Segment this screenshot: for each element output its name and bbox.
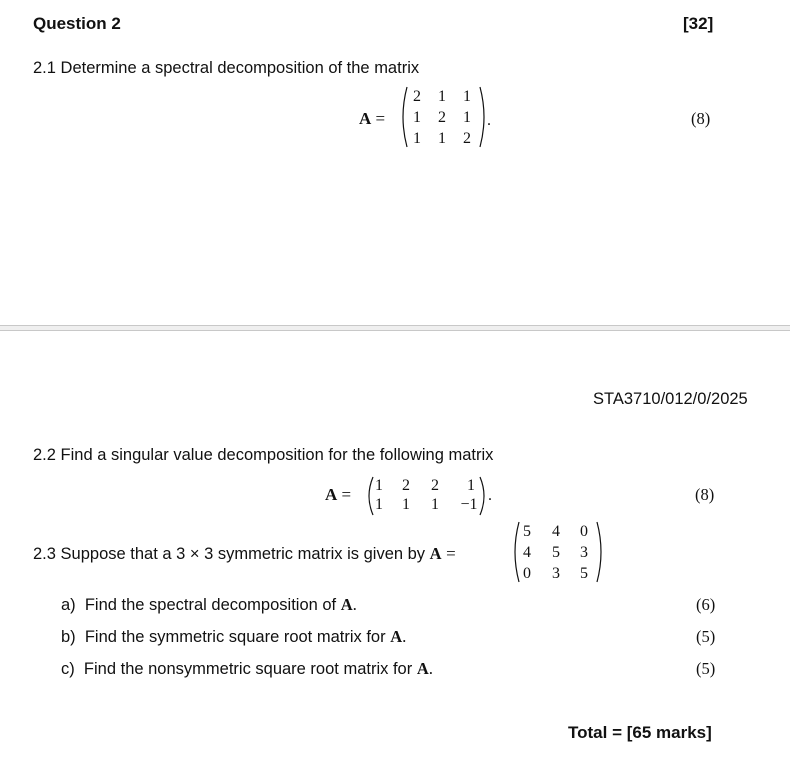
question-title: Question 2: [33, 14, 121, 33]
matrix-cell: 0: [523, 565, 531, 582]
matrix-cell: 1: [467, 477, 475, 494]
q2-1-line: [33, 59, 419, 78]
q2-2-matrix: [364, 476, 514, 518]
q2-1-end-punct: .: [487, 112, 491, 129]
total-marks: Total = [65 marks]: [568, 723, 712, 742]
matrix-cell: 5: [552, 544, 560, 561]
part-text: Find the symmetric square root matrix for: [84, 628, 386, 646]
q2-3-matrix-label: A: [429, 544, 442, 563]
matrix-cell: 5: [580, 565, 588, 582]
q2-2-text: Find a singular value decomposition for the following matrix: [60, 446, 494, 464]
q2-2-lhs: [325, 485, 351, 505]
matrix-cell: 1: [431, 496, 439, 513]
matrix-cell: 1: [463, 109, 471, 126]
matrix-cell: 5: [523, 523, 531, 540]
matrix-cell: 1: [413, 130, 421, 147]
part-letter: b): [61, 628, 76, 646]
question-total-marks: [32]: [683, 14, 714, 33]
part-end: .: [352, 595, 357, 614]
page-break: [0, 325, 790, 331]
matrix-cell: 2: [463, 130, 471, 147]
q2-1-matrix: [398, 86, 498, 150]
matrix-cell: 3: [580, 544, 588, 561]
matrix-cell: 2: [402, 477, 410, 494]
q2-3-line: [33, 544, 456, 564]
matrix-cell: 1: [375, 477, 383, 494]
part-symbol: A: [390, 627, 403, 646]
q2-3-part-b: [61, 627, 406, 647]
q2-3-part-c-marks: (5): [696, 659, 716, 678]
right-paren-icon: [596, 521, 606, 583]
part-end: .: [402, 627, 407, 646]
q2-3-part-b-marks: (5): [696, 627, 716, 646]
part-text: Find the nonsymmetric square root matrix for: [83, 660, 413, 678]
part-text: Find the spectral decomposition of: [84, 596, 337, 614]
matrix-cell: −1: [460, 496, 478, 513]
matrix-cell: 1: [402, 496, 410, 513]
part-symbol: A: [416, 659, 429, 678]
part-letter: c): [61, 660, 75, 678]
matrix-cell: 1: [438, 88, 446, 105]
q2-1-lhs: [359, 109, 385, 129]
q2-1-number: 2.1: [33, 59, 56, 77]
matrix-cell: 1: [438, 130, 446, 147]
matrix-cell: 1: [413, 109, 421, 126]
q2-3-equals: =: [446, 544, 456, 563]
matrix-cell: 0: [580, 523, 588, 540]
q2-2-line: [33, 446, 493, 465]
q2-3-part-c: [61, 659, 433, 679]
matrix-cell: 2: [431, 477, 439, 494]
course-code: STA3710/012/0/2025: [593, 390, 748, 408]
q2-3-part-a-marks: (6): [696, 595, 716, 614]
q2-1-matrix-label: A: [359, 109, 372, 128]
q2-3-number: 2.3: [33, 545, 56, 563]
q2-1-equals: =: [375, 109, 386, 128]
matrix-cell: 3: [552, 565, 560, 582]
matrix-cell: 2: [413, 88, 421, 105]
q2-2-matrix-label: A: [325, 485, 338, 504]
q2-3-matrix: [510, 521, 610, 585]
q2-2-marks: (8): [695, 485, 715, 504]
matrix-cell: 2: [438, 109, 446, 126]
part-end: .: [428, 659, 433, 678]
q2-3-text: Suppose that a 3 × 3 symmetric matrix is given by: [60, 545, 426, 563]
part-symbol: A: [340, 595, 353, 614]
part-letter: a): [61, 596, 76, 614]
q2-3-part-a: [61, 595, 357, 615]
q2-2-number: 2.2: [33, 446, 56, 464]
q2-1-marks: (8): [691, 109, 711, 128]
matrix-cell: 1: [375, 496, 383, 513]
matrix-cell: 4: [552, 523, 560, 540]
q2-1-text: Determine a spectral decomposition of the matrix: [60, 59, 420, 77]
q2-2-equals: =: [341, 485, 352, 504]
q2-2-end-punct: .: [488, 487, 492, 504]
matrix-cell: 4: [523, 544, 531, 561]
matrix-cell: 1: [463, 88, 471, 105]
